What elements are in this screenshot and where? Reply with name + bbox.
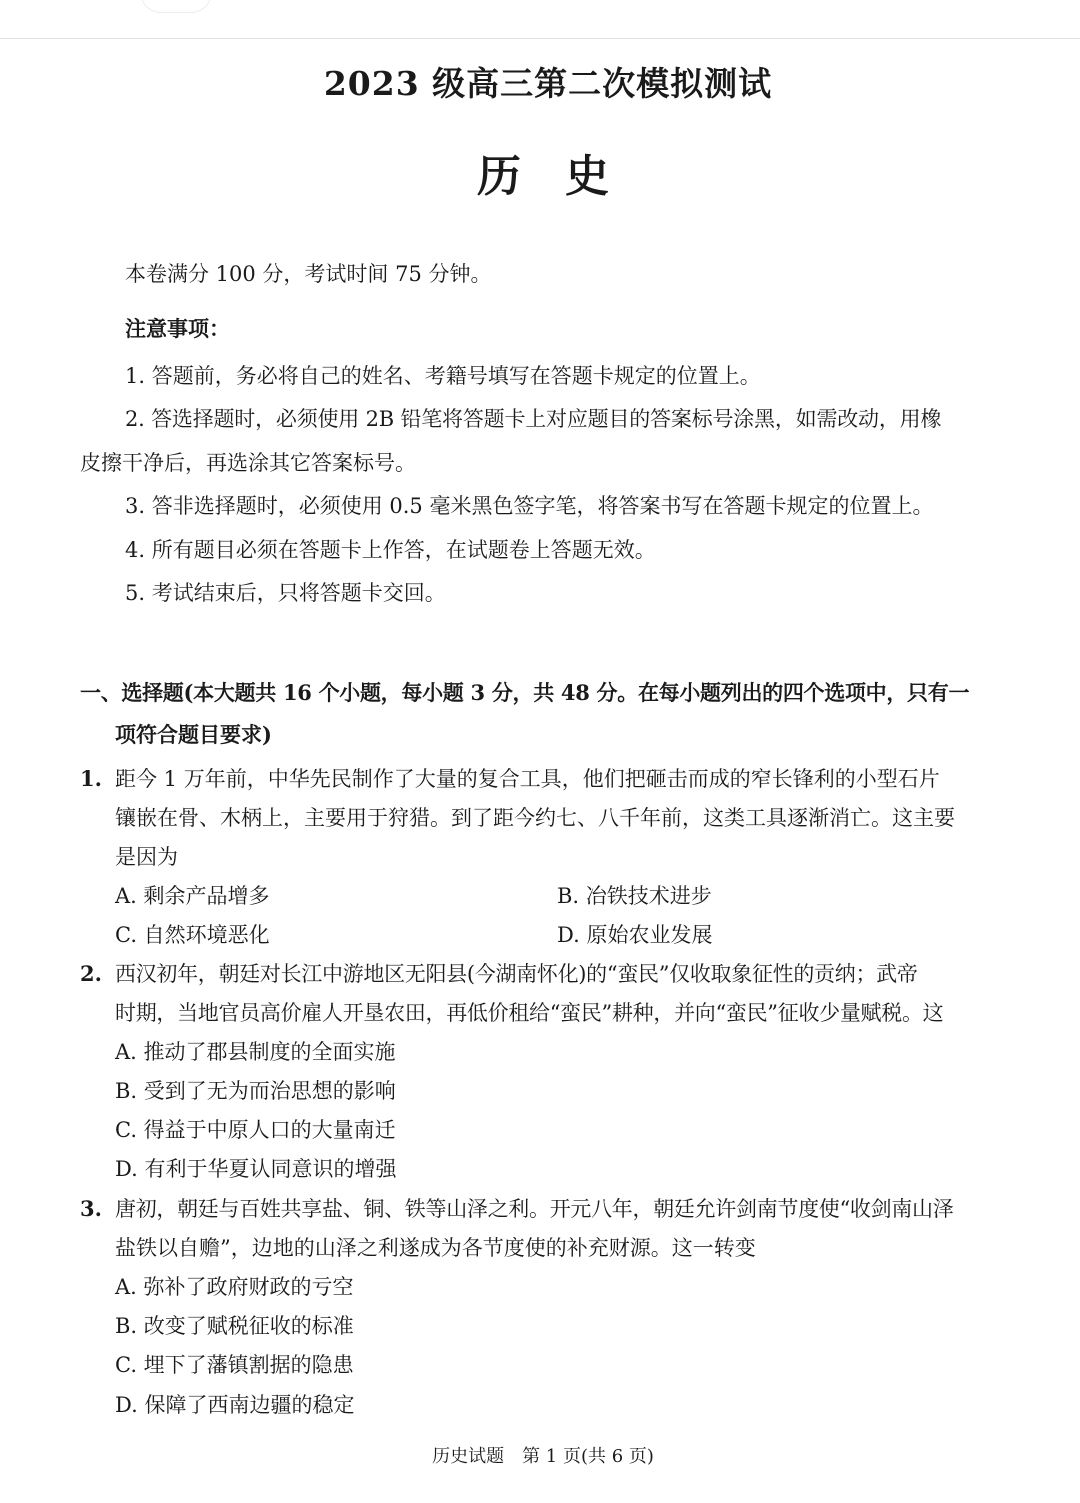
option-c: C. 得益于中原人口的大量南迁 bbox=[115, 1118, 396, 1142]
notice-item: 5. 考试结束后，只将答题卡交回。 bbox=[125, 581, 446, 605]
option-c: C. 埋下了藩镇割据的隐患 bbox=[115, 1353, 354, 1377]
question-stem-line: 西汉初年，朝廷对长江中游地区无阳县(今湖南怀化)的“蛮民”仅收取象征性的贡纳；武帝 bbox=[115, 962, 918, 986]
option-b: B. 改变了赋税征收的标准 bbox=[115, 1314, 354, 1338]
option-c: C. 自然环境恶化 bbox=[115, 923, 270, 947]
question-number: 3. bbox=[80, 1196, 102, 1221]
option-a: A. 推动了郡县制度的全面实施 bbox=[115, 1040, 396, 1064]
option-b: B. 受到了无为而治思想的影响 bbox=[115, 1079, 396, 1103]
notice-item: 1. 答题前，务必将自己的姓名、考籍号填写在答题卡规定的位置上。 bbox=[125, 364, 761, 388]
section-heading-continued: 项符合题目要求) bbox=[115, 722, 272, 747]
notice-item: 4. 所有题目必须在答题卡上作答，在试题卷上答题无效。 bbox=[125, 538, 656, 562]
subject-title: 历 史 bbox=[477, 151, 609, 202]
exam-title: 2023 级高三第二次模拟测试 bbox=[323, 64, 773, 103]
question-stem-line: 时期，当地官员高价雇人开垦农田，再低价租给“蛮民”耕种，并向“蛮民”征收少量赋税。这 bbox=[115, 1001, 944, 1025]
option-a: A. 剩余产品增多 bbox=[115, 884, 270, 908]
question-number: 1. bbox=[80, 766, 102, 791]
question-number: 2. bbox=[80, 961, 102, 986]
scan-corner-mark bbox=[140, 0, 212, 13]
page-top-edge bbox=[0, 38, 1080, 39]
exam-intro: 本卷满分 100 分，考试时间 75 分钟。 bbox=[125, 262, 492, 286]
option-d: D. 原始农业发展 bbox=[557, 923, 713, 947]
notice-item: 2. 答选择题时，必须使用 2B 铅笔将答题卡上对应题目的答案标号涂黑，如需改动，用橡 bbox=[125, 407, 942, 431]
notice-heading: 注意事项： bbox=[125, 316, 230, 341]
page-footer: 历史试题 第 1 页(共 6 页) bbox=[432, 1446, 654, 1467]
option-d: D. 保障了西南边疆的稳定 bbox=[115, 1393, 355, 1417]
question-stem-line: 唐初，朝廷与百姓共享盐、铜、铁等山泽之利。开元八年，朝廷允许剑南节度使“收剑南山泽 bbox=[115, 1197, 954, 1221]
section-heading: 一、选择题(本大题共 16 个小题，每小题 3 分，共 48 分。在每小题列出的四个选项中，只有一 bbox=[80, 680, 970, 705]
notice-item: 3. 答非选择题时，必须使用 0.5 毫米黑色签字笔，将答案书写在答题卡规定的位置上。 bbox=[125, 494, 934, 518]
option-a: A. 弥补了政府财政的亏空 bbox=[115, 1275, 354, 1299]
question-stem-line: 是因为 bbox=[115, 845, 178, 869]
question-stem-line: 盐铁以自赡”，边地的山泽之利遂成为各节度使的补充财源。这一转变 bbox=[115, 1236, 756, 1260]
notice-item-continued: 皮擦干净后，再选涂其它答案标号。 bbox=[80, 451, 416, 475]
question-stem-line: 镶嵌在骨、木柄上，主要用于狩猎。到了距今约七、八千年前，这类工具逐渐消亡。这主要 bbox=[115, 806, 955, 830]
question-stem-line: 距今 1 万年前，中华先民制作了大量的复合工具，他们把砸击而成的窄长锋利的小型石片 bbox=[115, 767, 940, 791]
option-d: D. 有利于华夏认同意识的增强 bbox=[115, 1157, 397, 1181]
option-b: B. 冶铁技术进步 bbox=[557, 884, 712, 908]
